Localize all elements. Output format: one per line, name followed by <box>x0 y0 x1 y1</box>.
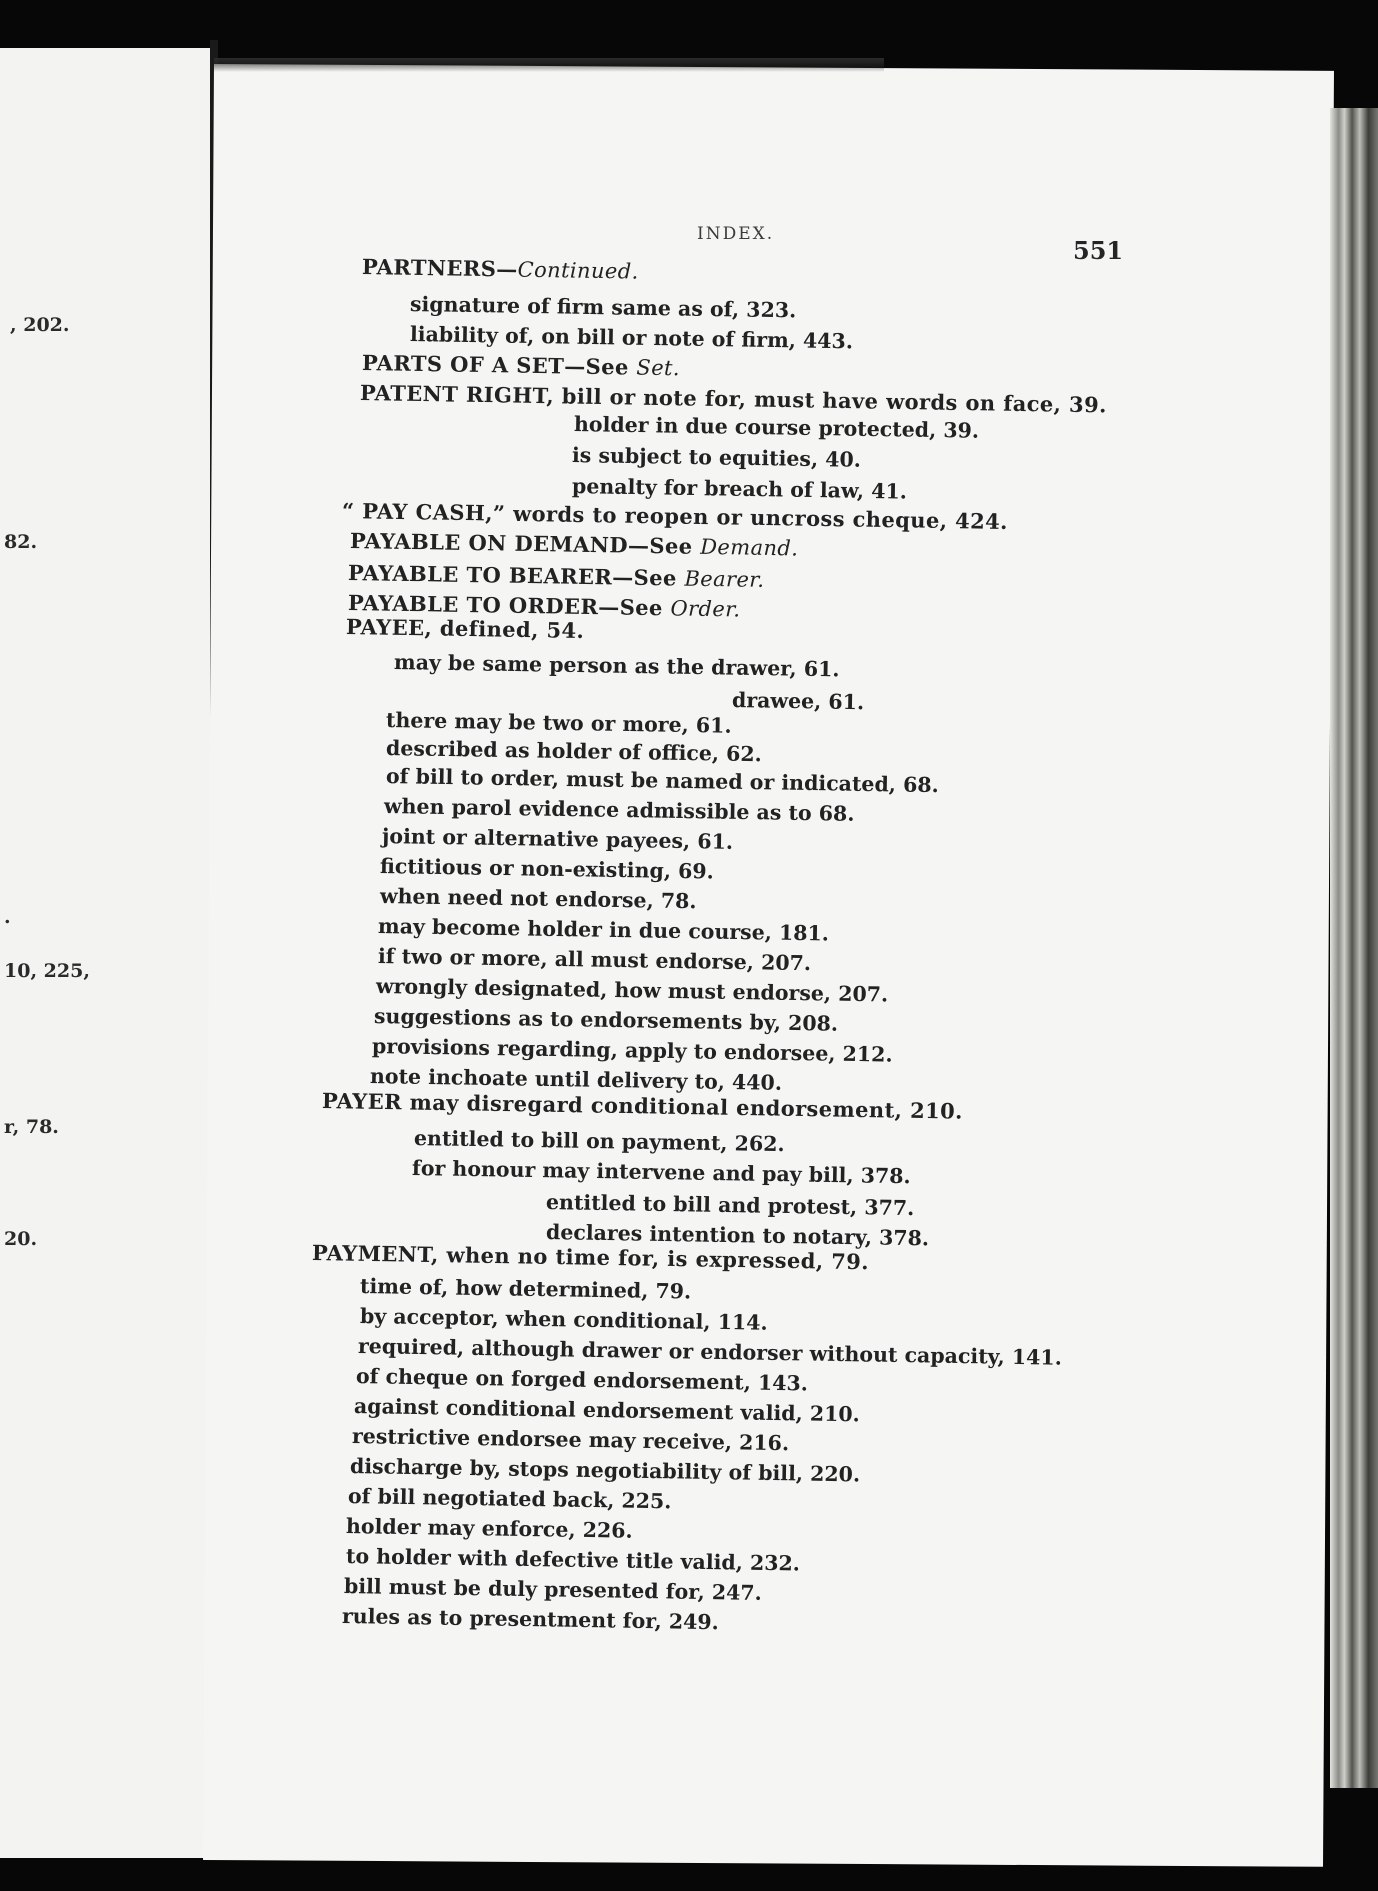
index-subentry: entitled to bill on payment, 262. <box>413 1126 785 1157</box>
index-subentry: signature of firm same as of, 323. <box>409 292 797 323</box>
index-subentry: of bill negotiated back, 225. <box>347 1484 672 1514</box>
index-subentry: when need not endorse, 78. <box>379 884 697 914</box>
index-subentry: holder may enforce, 226. <box>345 1514 633 1543</box>
index-subentry: for honour may intervene and pay bill, 378. <box>411 1156 911 1189</box>
index-heading: PAYMENT, when no time for, is expressed, 79. <box>311 1240 870 1275</box>
index-subentry: discharge by, stops negotiability of bill, 220. <box>349 1454 861 1487</box>
index-subentry: restrictive endorsee may receive, 216. <box>351 1424 790 1456</box>
index-subentry: penalty for breach of law, 41. <box>571 474 908 504</box>
index-heading: PAYABLE TO ORDER—See Order. <box>347 590 741 622</box>
index-subentry: entitled to bill and protest, 377. <box>545 1190 915 1221</box>
index-subentry: liability of, on bill or note of firm, 443. <box>409 322 854 354</box>
index-subentry: provisions regarding, apply to endorsee, 212. <box>371 1034 893 1067</box>
index-subentry: holder in due course protected, 39. <box>573 412 980 443</box>
index-subentry: described as holder of office, 62. <box>385 736 763 767</box>
page-top-shadow <box>214 58 884 72</box>
index-subentry: may become holder in due course, 181. <box>377 914 830 946</box>
index-subentry: may be same person as the drawer, 61. <box>393 650 840 682</box>
index-subentry: there may be two or more, 61. <box>385 708 732 738</box>
index-subentry: to holder with defective title valid, 232. <box>345 1544 801 1576</box>
index-subentry: suggestions as to endorsements by, 208. <box>373 1004 839 1036</box>
left-page-fragment: . <box>4 906 11 928</box>
index-subentry: note inchoate until delivery to, 440. <box>369 1064 783 1095</box>
index-subentry: declares intention to notary, 378. <box>545 1220 930 1251</box>
left-page <box>0 48 211 1858</box>
index-heading: PAYER may disregard conditional endorsement, 210. <box>321 1088 964 1124</box>
left-page-fragment: , 202. <box>10 314 70 336</box>
index-subentry: of cheque on forged endorsement, 143. <box>355 1364 809 1396</box>
index-subentry: fictitious or non-existing, 69. <box>379 854 714 884</box>
index-heading: PARTS OF A SET—See Set. <box>361 350 681 381</box>
running-head: INDEX. <box>697 224 775 244</box>
index-subentry: against conditional endorsement valid, 210. <box>353 1394 860 1427</box>
index-subentry: required, although drawer or endorser without capacity, 141. <box>357 1334 1063 1370</box>
index-heading: “ PAY CASH,” words to reopen or uncross cheque, 424. <box>341 498 1009 535</box>
index-heading: PAYABLE ON DEMAND—See Demand. <box>349 528 799 561</box>
index-subentry: wrongly designated, how must endorse, 207. <box>375 974 889 1007</box>
index-heading: PATENT RIGHT, bill or note for, must have words on face, 39. <box>359 380 1107 418</box>
index-subentry: is subject to equities, 40. <box>571 443 862 472</box>
page-number: 551 <box>1073 236 1124 265</box>
index-subentry: time of, how determined, 79. <box>359 1274 692 1304</box>
index-subentry: drawee, 61. <box>731 688 865 715</box>
index-heading: PARTNERS—Continued. <box>361 254 639 284</box>
index-subentry: bill must be duly presented for, 247. <box>343 1574 762 1605</box>
left-page-fragment: 82. <box>4 531 38 553</box>
index-subentry: when parol evidence admissible as to 68. <box>383 794 855 826</box>
index-subentry: rules as to presentment for, 249. <box>341 1604 719 1635</box>
index-subentry: by acceptor, when conditional, 114. <box>359 1304 768 1335</box>
index-subentry: of bill to order, must be named or indicated, 68. <box>385 764 939 798</box>
left-page-fragment: 10, 225, <box>4 960 90 982</box>
left-page-fragment: r, 78. <box>4 1116 59 1138</box>
index-subentry: joint or alternative payees, 61. <box>381 824 734 854</box>
left-page-fragment: 20. <box>4 1228 38 1250</box>
index-heading: PAYEE, defined, 54. <box>345 614 585 643</box>
page-edges <box>1330 108 1378 1788</box>
index-subentry: if two or more, all must endorse, 207. <box>377 944 812 976</box>
index-heading: PAYABLE TO BEARER—See Bearer. <box>347 560 765 592</box>
